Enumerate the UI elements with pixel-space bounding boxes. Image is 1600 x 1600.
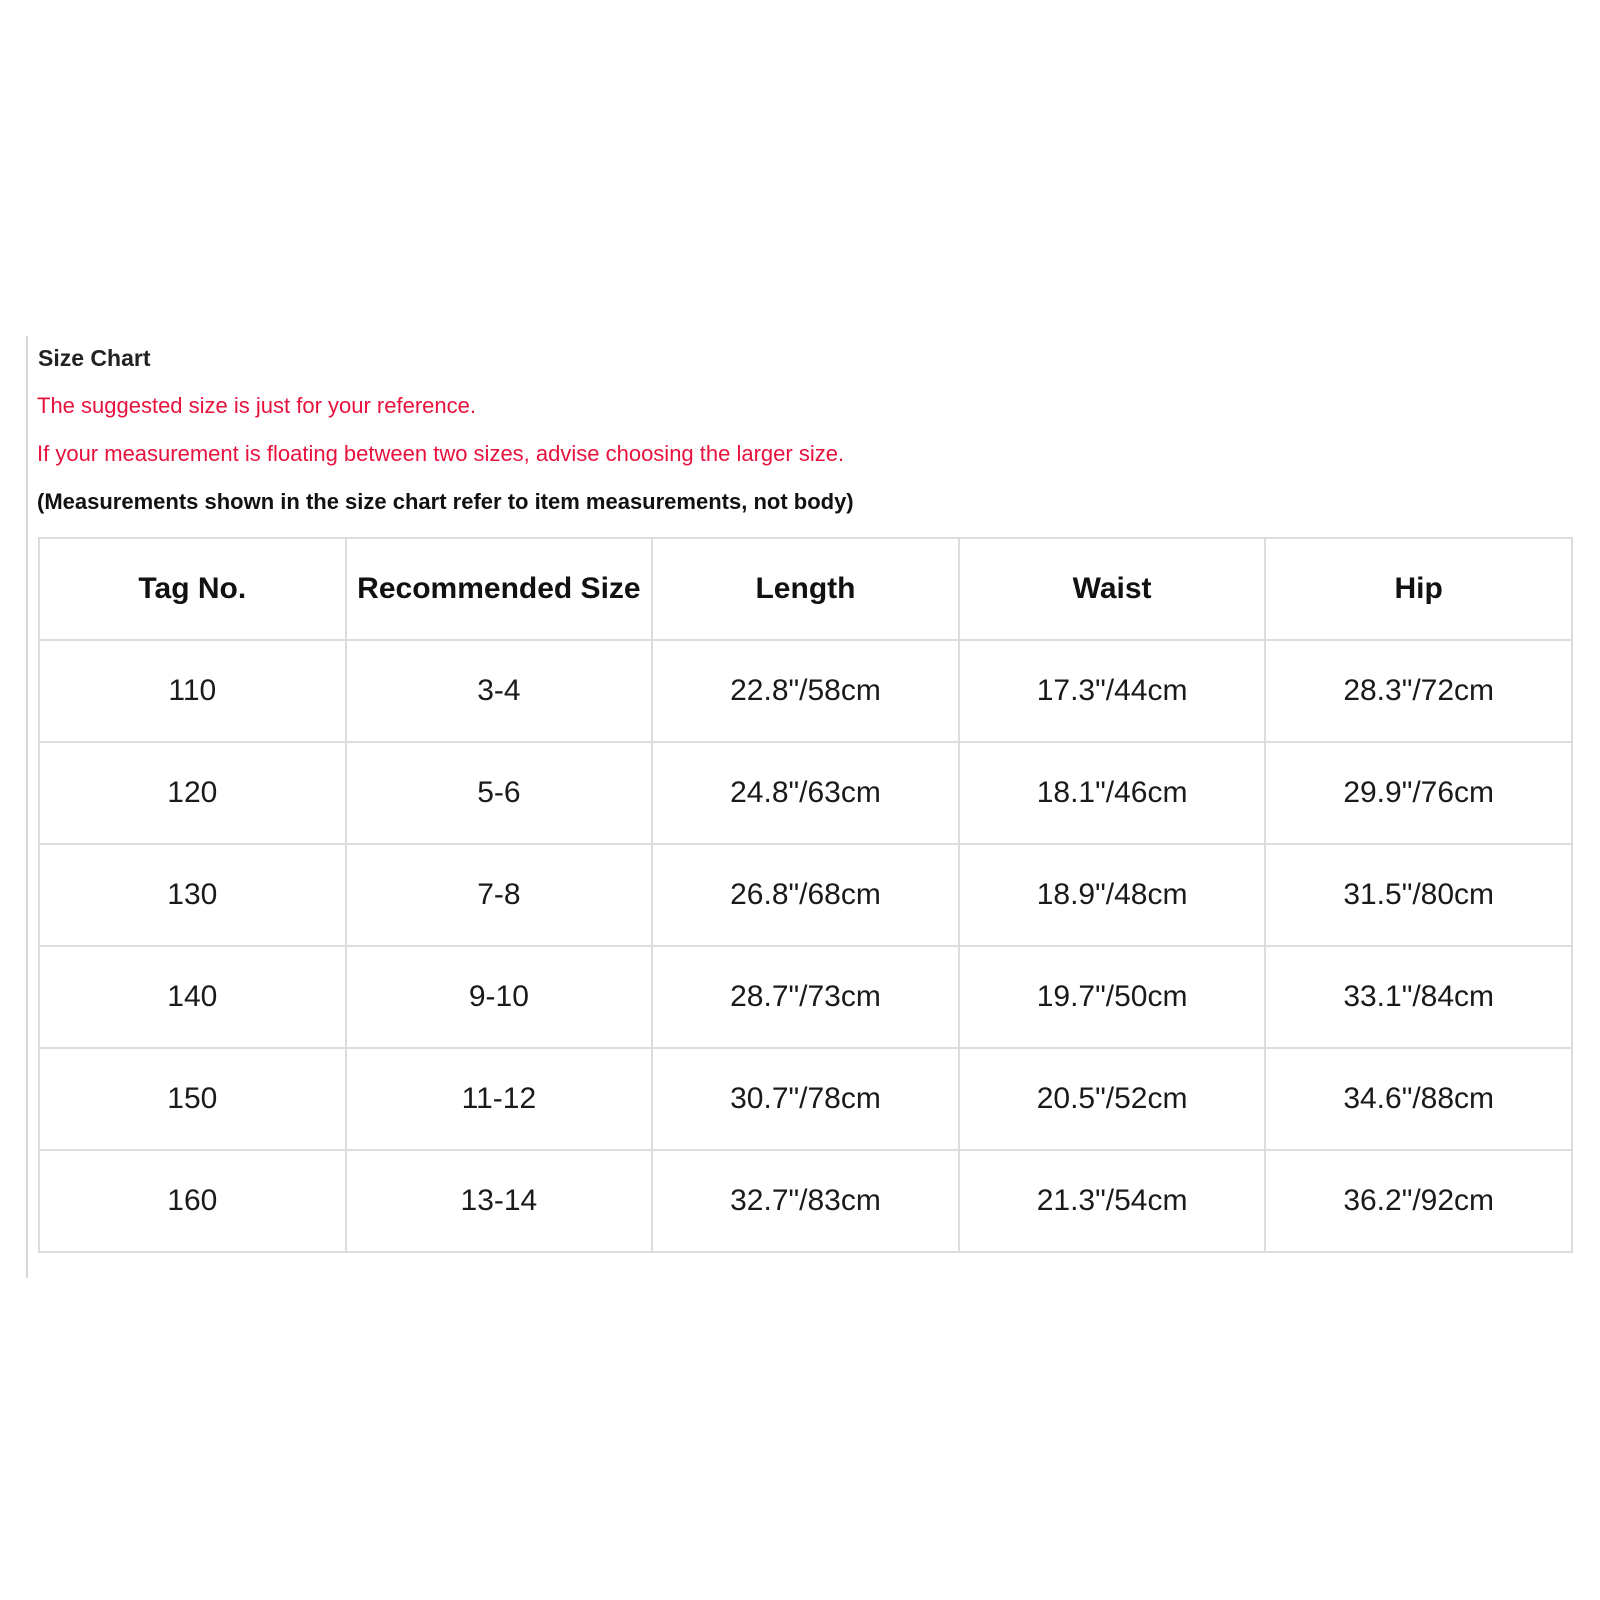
- page-title: Size Chart: [38, 345, 151, 371]
- table-row: [39, 844, 1572, 946]
- cell-length: 22.8"/58cm: [652, 640, 959, 742]
- sizing-advice-note: If your measurement is floating between two sizes, advise choosing the larger size.: [37, 441, 845, 466]
- header-recommended-size: Recommended Size: [346, 538, 653, 640]
- cell-recommended-size: 11-12: [346, 1048, 653, 1150]
- cell-tag-no: 110: [39, 640, 346, 742]
- cell-hip: 33.1"/84cm: [1265, 946, 1572, 1048]
- header-tag-no: Tag No.: [39, 538, 346, 640]
- measurement-disclaimer: (Measurements shown in the size chart refer to item measurements, not body): [37, 489, 854, 514]
- cell-tag-no: 160: [39, 1150, 346, 1252]
- cell-length: 32.7"/83cm: [652, 1150, 959, 1252]
- cell-hip: 36.2"/92cm: [1265, 1150, 1572, 1252]
- cell-waist: 20.5"/52cm: [959, 1048, 1266, 1150]
- cell-tag-no: 120: [39, 742, 346, 844]
- cell-waist: 18.1"/46cm: [959, 742, 1266, 844]
- cell-recommended-size: 9-10: [346, 946, 653, 1048]
- header-length: Length: [652, 538, 959, 640]
- cell-waist: 18.9"/48cm: [959, 844, 1266, 946]
- table-row: [39, 1150, 1572, 1252]
- cell-length: 30.7"/78cm: [652, 1048, 959, 1150]
- table-header-row: [39, 538, 1572, 640]
- cell-recommended-size: 3-4: [346, 640, 653, 742]
- cell-length: 26.8"/68cm: [652, 844, 959, 946]
- reference-note: The suggested size is just for your reference.: [37, 393, 476, 418]
- cell-recommended-size: 7-8: [346, 844, 653, 946]
- cell-tag-no: 150: [39, 1048, 346, 1150]
- cell-waist: 21.3"/54cm: [959, 1150, 1266, 1252]
- cell-waist: 19.7"/50cm: [959, 946, 1266, 1048]
- cell-hip: 29.9"/76cm: [1265, 742, 1572, 844]
- header-waist: Waist: [959, 538, 1266, 640]
- table-row: [39, 946, 1572, 1048]
- cell-recommended-size: 5-6: [346, 742, 653, 844]
- cell-recommended-size: 13-14: [346, 1150, 653, 1252]
- cell-hip: 31.5"/80cm: [1265, 844, 1572, 946]
- cell-hip: 34.6"/88cm: [1265, 1048, 1572, 1150]
- cell-length: 24.8"/63cm: [652, 742, 959, 844]
- size-chart-table: [38, 537, 1573, 1253]
- cell-length: 28.7"/73cm: [652, 946, 959, 1048]
- table-row: [39, 1048, 1572, 1150]
- cell-hip: 28.3"/72cm: [1265, 640, 1572, 742]
- table-row: [39, 742, 1572, 844]
- table-row: [39, 640, 1572, 742]
- header-hip: Hip: [1265, 538, 1572, 640]
- cell-waist: 17.3"/44cm: [959, 640, 1266, 742]
- cell-tag-no: 130: [39, 844, 346, 946]
- cell-tag-no: 140: [39, 946, 346, 1048]
